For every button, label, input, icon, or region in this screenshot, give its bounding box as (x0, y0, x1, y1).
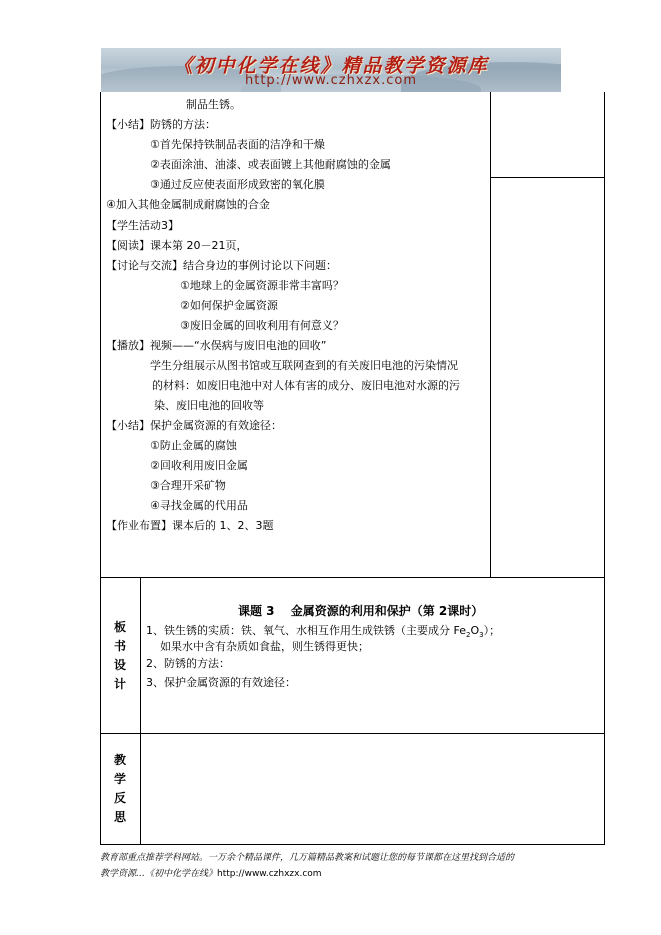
label-char: 思 (113, 810, 126, 824)
text-line: ②回收利用废旧金属 (150, 459, 248, 472)
footer-text: 教学资源…《初中化学在线》 (100, 869, 218, 879)
text-line: ③合理开采矿物 (150, 479, 226, 492)
board-line-3: 2、防锈的方法： (146, 657, 230, 670)
footer-line-1: 教育部重点推荐学科网站。一万余个精品课件，几万篇精品教案和试题让您的每节课都在这里找到合适的 (100, 853, 515, 863)
board-line-4: 3、保护金属资源的有效途径： (146, 676, 296, 689)
text-line: ③废旧金属的回收利用有何意义？ (180, 319, 344, 332)
text-line: 学生分组展示从图书馆或互联网查到的有关废旧电池的污染情况 (150, 359, 458, 372)
label-char: 学 (113, 772, 126, 786)
text-line: 染、废旧电池的回收等 (154, 399, 264, 412)
text-line: ②表面涂油、油漆、或表面镀上其他耐腐蚀的金属 (150, 158, 391, 171)
label-char: 书 (113, 639, 126, 653)
label-char: 教 (113, 753, 126, 767)
board-line-1-text: ）； (483, 624, 501, 637)
text-line: 【小结】保护金属资源的有效途径： (106, 419, 282, 432)
banner-url[interactable]: http://www.czhxzx.com (245, 73, 417, 88)
board-line-1-text: 1、铁生锈的实质：铁、氧气、水相互作用生成铁锈（主要成分 Fe (146, 624, 466, 637)
text-line: 【讨论与交流】结合身边的事例讨论以下问题： (106, 259, 337, 272)
text-line: ②如何保护金属资源 (180, 299, 278, 312)
text-line: 【学生活动3】 (106, 219, 179, 232)
text-line: 【作业布置】课本后的 1、2、3题 (106, 519, 274, 532)
row-divider-reflection (100, 733, 605, 734)
text-line: 制品生锈。 (186, 98, 241, 111)
table-right-border-upper (490, 92, 491, 577)
label-char: 板 (113, 620, 126, 634)
text-line: ④加入其他金属制成耐腐蚀的合金 (106, 198, 270, 211)
banner-title: 《初中化学在线》精品教学资源库 (173, 55, 489, 77)
subscript: 2 (466, 631, 471, 640)
footer-line-2 (100, 868, 322, 880)
board-title: 课题 3 金属资源的利用和保护（第 2课时） (238, 604, 484, 618)
text-line: ④寻找金属的代用品 (150, 499, 248, 512)
footer-link[interactable]: http://www.czhxzx.com (217, 869, 322, 879)
text-line: ③通过反应使表面形成致密的氧化膜 (150, 178, 325, 191)
text-line: 【阅读】课本第 20－21页， (106, 239, 248, 252)
teaching-reflection-label (112, 751, 128, 827)
table-bottom-border (100, 844, 605, 845)
text-line: 的材料：如废旧电池中对人体有害的成分、废旧电池对水源的污 (152, 379, 460, 392)
label-char: 设 (113, 658, 126, 672)
board-line-2: 如果水中含有杂质如食盐，则生锈得更快； (160, 640, 369, 653)
board-line-1-text: O (470, 624, 480, 637)
row-divider-board (100, 577, 605, 578)
label-char: 计 (113, 677, 126, 691)
label-char: 反 (113, 791, 126, 805)
text-line: 【播放】视频——“水俣病与废旧电池的回收” (106, 339, 327, 352)
text-line: ①首先保持铁制品表面的洁净和干燥 (150, 138, 325, 151)
board-design-label (112, 618, 128, 694)
site-banner (101, 48, 561, 92)
text-line: 【小结】防锈的方法： (106, 118, 216, 131)
text-line: ①防止金属的腐蚀 (150, 439, 237, 452)
side-column-divider (490, 177, 605, 178)
text-line: ①地球上的金属资源非常丰富吗？ (180, 279, 344, 292)
subscript: 3 (479, 631, 484, 640)
label-column-divider (140, 577, 141, 845)
